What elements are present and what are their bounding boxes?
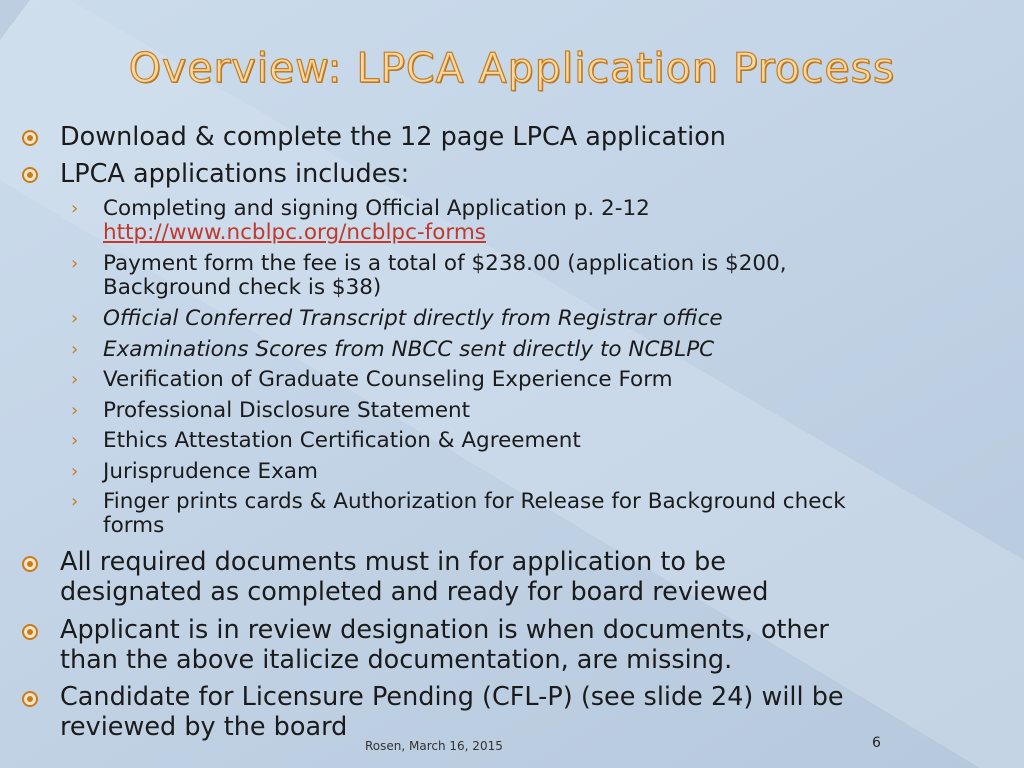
sub-item-finger-prints-line2: forms — [103, 513, 165, 538]
bullet-candidate-licensure-line2: reviewed by the board — [60, 712, 348, 742]
bullet-required-documents-line2: designated as completed and ready for board reviewed — [60, 577, 769, 607]
chevron-right-icon: › — [71, 430, 79, 451]
ncblpc-forms-link[interactable]: http://www.ncblpc.org/ncblpc-forms — [103, 220, 486, 245]
bullet-icon — [22, 130, 38, 146]
bullet-icon — [22, 624, 38, 640]
chevron-right-icon: › — [71, 491, 79, 512]
bullet-icon — [22, 556, 38, 572]
slide-number: 6 — [872, 735, 881, 751]
sub-item-payment-form-line2: Background check is $38) — [103, 275, 382, 300]
chevron-right-icon: › — [71, 369, 79, 390]
sub-item-official-application: Completing and signing Official Application p. 2-12 — [103, 196, 650, 221]
bullet-required-documents: All required documents must in for application to be — [60, 547, 726, 577]
bullet-applicant-in-review-line2: than the above italicize documentation, are missing. — [60, 645, 733, 675]
sub-item-transcript: Official Conferred Transcript directly from Registrar office — [103, 306, 723, 331]
sub-item-finger-prints: Finger prints cards & Authorization for Release for Background check — [103, 489, 846, 514]
footer-date: Rosen, March 16, 2015 — [365, 739, 503, 753]
sub-item-jurisprudence-exam: Jurisprudence Exam — [103, 459, 318, 484]
sub-item-disclosure-statement: Professional Disclosure Statement — [103, 398, 471, 423]
bullet-applicant-in-review: Applicant is in review designation is when documents, other — [60, 615, 829, 645]
sub-item-exam-scores: Examinations Scores from NBCC sent directly to NCBLPC — [103, 337, 715, 362]
bullet-download: Download & complete the 12 page LPCA application — [60, 122, 726, 152]
chevron-right-icon: › — [71, 461, 79, 482]
chevron-right-icon: › — [71, 308, 79, 329]
slide-title: Overview: LPCA Application Process — [128, 44, 896, 92]
sub-item-ethics-attestation: Ethics Attestation Certification & Agreement — [103, 428, 581, 453]
chevron-right-icon: › — [71, 400, 79, 421]
sub-item-payment-form: Payment form the fee is a total of $238.00 (application is $200, — [103, 251, 787, 276]
chevron-right-icon: › — [71, 253, 79, 274]
chevron-right-icon: › — [71, 339, 79, 360]
sub-item-verification-form: Verification of Graduate Counseling Experience Form — [103, 367, 673, 392]
chevron-right-icon: › — [71, 198, 79, 219]
bullet-icon — [22, 167, 38, 183]
bullet-applications-includes: LPCA applications includes: — [60, 159, 410, 189]
bullet-candidate-licensure: Candidate for Licensure Pending (CFL-P) (see slide 24) will be — [60, 682, 844, 712]
bullet-icon — [22, 691, 38, 707]
